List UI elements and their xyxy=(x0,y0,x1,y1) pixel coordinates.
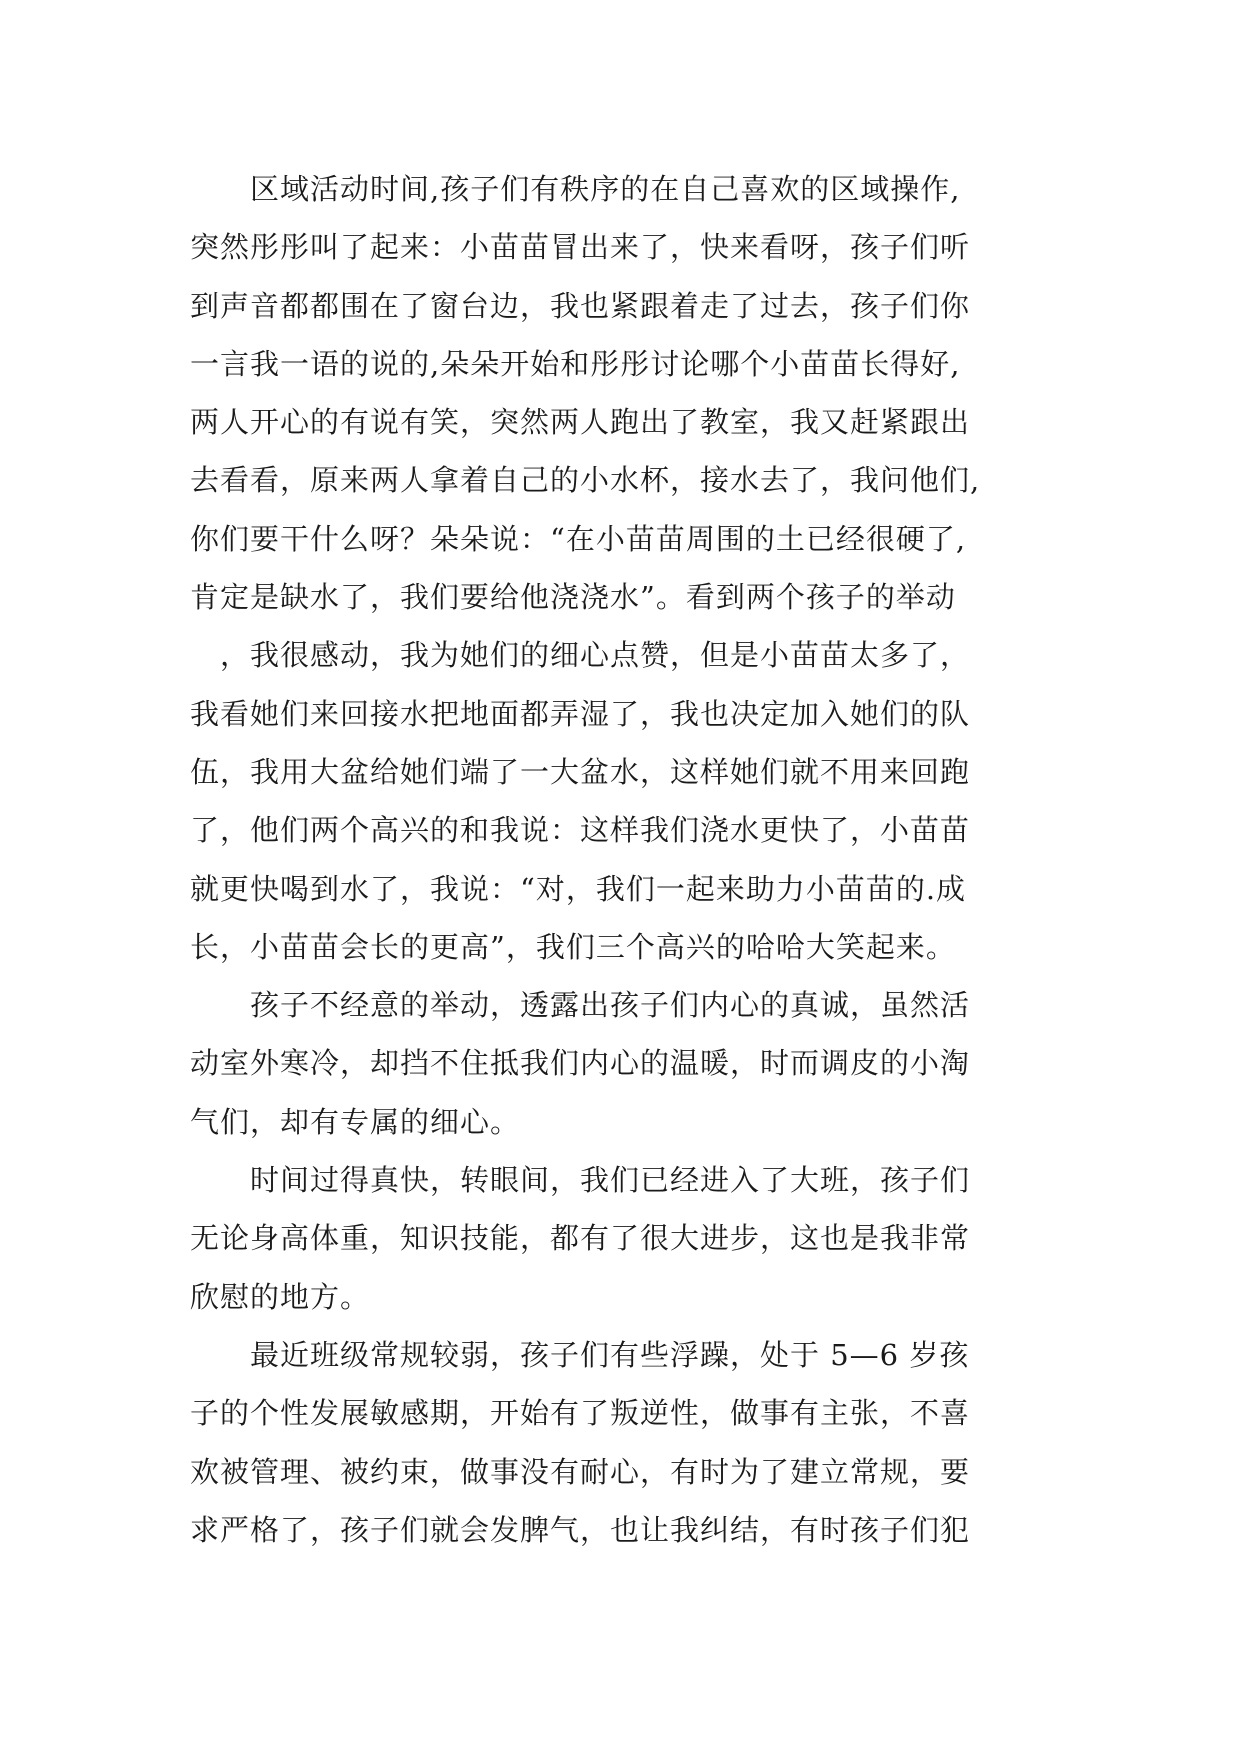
text-line: 长，小苗苗会长的更高”，我们三个高兴的哈哈大笑起来。 xyxy=(190,929,956,964)
text-line: 时间过得真快，转眼间，我们已经进入了大班，孩子们 xyxy=(190,1163,971,1198)
text-line: 气们，却有专属的细心。 xyxy=(190,1104,521,1139)
text-line: 伍，我用大盆给她们端了一大盆水，这样她们就不用来回跑 xyxy=(190,754,971,789)
text-line: 就更快喝到水了，我说：“对，我们一起来助力小苗苗的.成 xyxy=(190,871,967,906)
document-body xyxy=(190,160,1090,1559)
text-line: 两人开心的有说有笑，突然两人跑出了教室，我又赶紧跟出 xyxy=(190,405,971,440)
text-line: 了，他们两个高兴的和我说：这样我们浇水更快了，小苗苗 xyxy=(190,813,971,848)
text-line: 你们要干什么呀？朵朵说：“在小苗苗周围的土已经很硬了, xyxy=(190,521,967,556)
text-line: 动室外寒冷，却挡不住抵我们内心的温暖，时而调皮的小淘 xyxy=(190,1046,971,1081)
text-line: 突然彤彤叫了起来：小苗苗冒出来了，快来看呀，孩子们听 xyxy=(190,230,971,265)
text-line: 最近班级常规较弱，孩子们有些浮躁，处于 5—6 岁孩 xyxy=(190,1337,970,1372)
text-line: 到声音都都围在了窗台边，我也紧跟着走了过去，孩子们你 xyxy=(190,288,971,323)
text-line: 无论身高体重，知识技能，都有了很大进步，这也是我非常 xyxy=(190,1221,971,1256)
text-line: 欢被管理、被约束，做事没有耐心，有时为了建立常规，要 xyxy=(190,1454,971,1489)
text-line: 肯定是缺水了，我们要给他浇浇水”。看到两个孩子的举动 xyxy=(190,580,956,615)
text-line: ，我很感动，我为她们的细心点赞，但是小苗苗太多了， xyxy=(190,638,971,673)
text-line: 求严格了，孩子们就会发脾气，也让我纠结，有时孩子们犯 xyxy=(190,1512,971,1547)
text-line: 子的个性发展敏感期，开始有了叛逆性，做事有主张，不喜 xyxy=(190,1396,971,1431)
text-line: 一言我一语的说的,朵朵开始和彤彤讨论哪个小苗苗长得好, xyxy=(190,346,961,381)
text-line: 欣慰的地方。 xyxy=(190,1279,371,1314)
text-line: 我看她们来回接水把地面都弄湿了，我也决定加入她们的队 xyxy=(190,696,971,731)
text-line: 去看看，原来两人拿着自己的小水杯，接水去了，我问他们, xyxy=(190,463,981,498)
text-line: 孩子不经意的举动，透露出孩子们内心的真诚，虽然活 xyxy=(190,988,971,1023)
text-line: 区域活动时间,孩子们有秩序的在自己喜欢的区域操作, xyxy=(190,172,961,206)
